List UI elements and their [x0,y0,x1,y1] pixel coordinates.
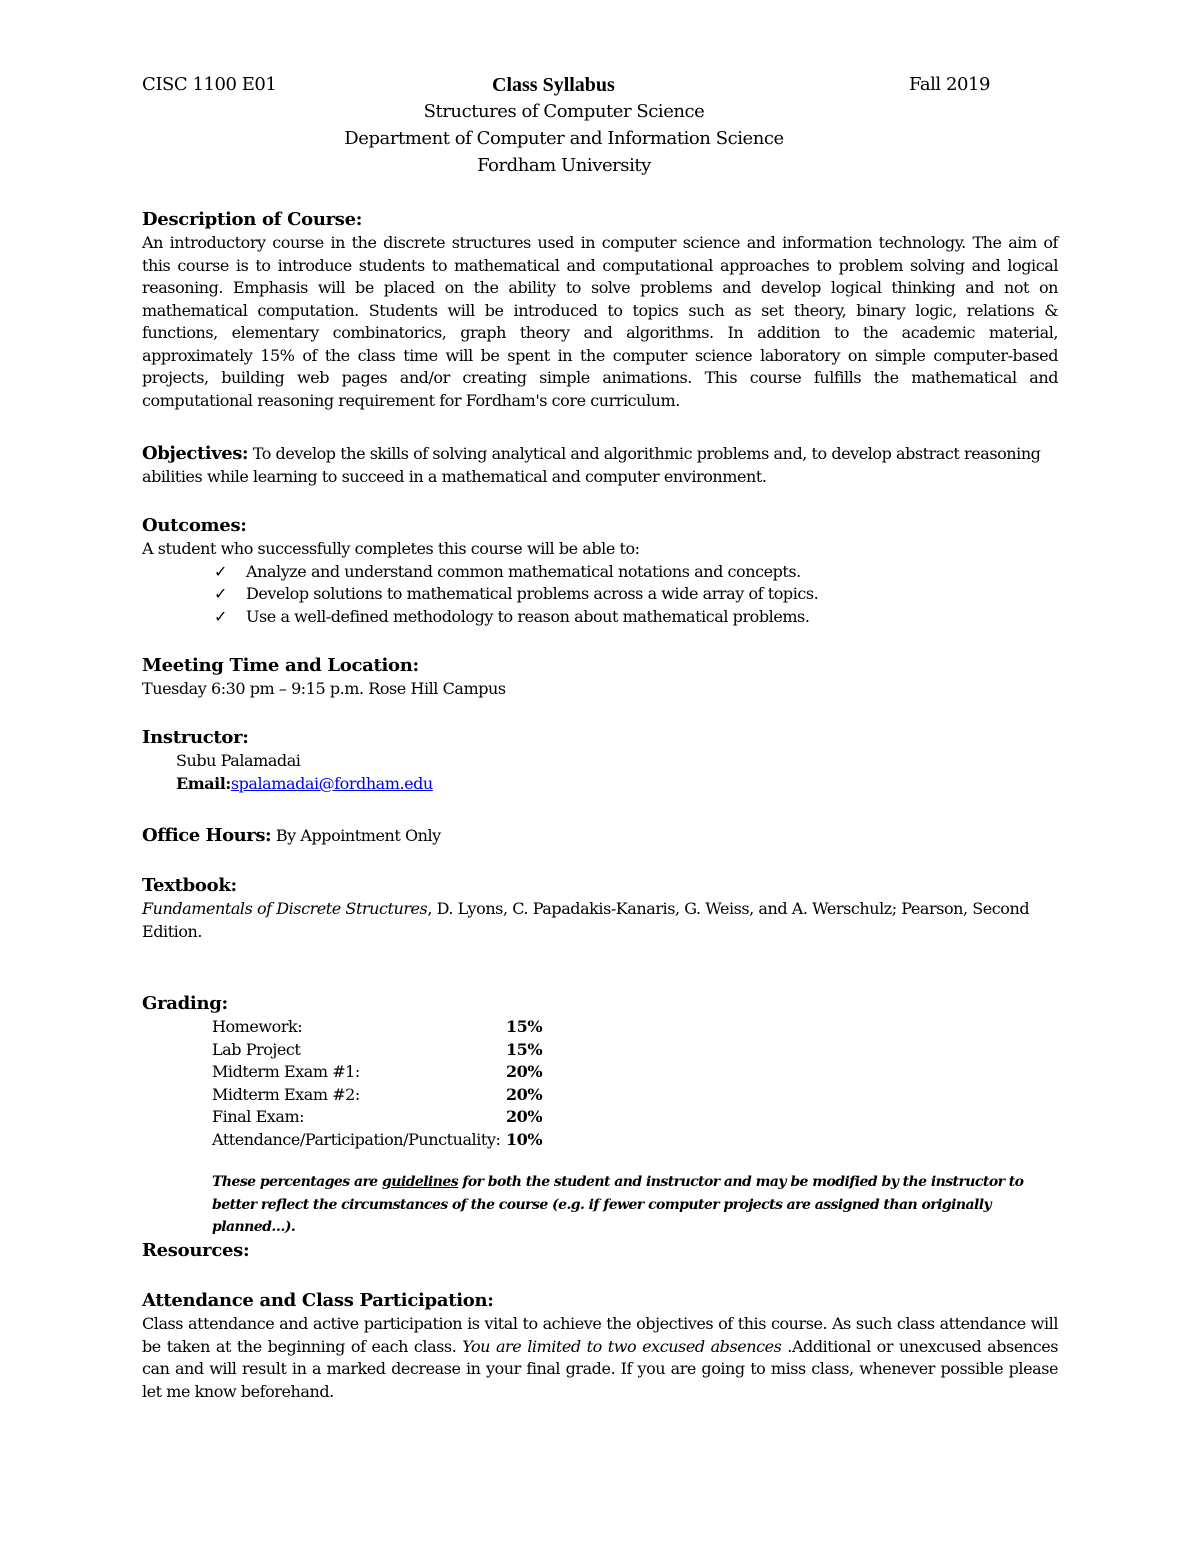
objectives-body: To develop the skills of solving analytical and algorithmic problems and, to develop abstract reasoning abilities while learning to succeed in a mathematical and computer environment. [142,444,1041,486]
office-hours-section [142,825,1058,848]
instructor-email-link[interactable]: spalamadai@fordham.edu [230,773,433,793]
office-hours-body: By Appointment Only [275,826,441,845]
description-heading: Description of Course: [142,209,363,230]
university-name: Fordham University [477,155,651,176]
outcomes-heading: Outcomes: [142,515,247,536]
objectives-section [142,443,1058,488]
attendance-heading: Attendance and Class Participation: [142,1290,494,1311]
resources-section [142,1239,1058,1263]
table-row: Attendance/Participation/Punctuality: 10% [212,1129,543,1149]
textbook-title: Fundamentals of Discrete Structures [142,899,428,918]
outcomes-section [142,514,1058,628]
instructor-heading: Instructor: [142,727,249,748]
outcome-item: ✓ Develop solutions to mathematical problems across a wide array of topics. [142,583,1058,606]
outcome-item: ✓ Use a well-defined methodology to reason about mathematical problems. [142,606,1058,629]
term: Fall 2019 [909,74,990,95]
description-body: An introductory course in the discrete structures used in computer science and information technology. The aim of this course is to introduce students to mathematical and computational approaches to problem solving and logical reasoning. Emphasis will be placed on the ability to solve problems and develop logical thinking and not on mathematical computation. Students will be introduced to topics such as set theory, binary logic, relations & functions, elementary combinatorics, graph theory and algorithms. In addition to the academic material, approximately 15% of the class time will be spent in the computer science laboratory on simple computer-based projects, building web pages and/or creating simple animations. This course fulfills the mathematical and computational reasoning requirement for Fordham's core curriculum. [142,233,1058,410]
course-code: CISC 1100 E01 [142,74,277,95]
office-hours-heading: Office Hours: [142,825,272,846]
textbook-section [142,874,1058,943]
outcomes-intro: A student who successfully completes this course will be able to: [142,539,640,558]
objectives-heading: Objectives: [142,443,249,464]
document-header [142,74,1058,98]
outcome-item: ✓ Analyze and understand common mathematical notations and concepts. [142,561,1058,584]
checkmark-icon: ✓ [214,584,227,603]
document-title: Class Syllabus [492,74,615,96]
table-row: Midterm Exam #2: 20% [212,1084,543,1104]
table-row: Lab Project 15% [212,1039,543,1059]
email-label: Email: [176,773,231,793]
grading-heading: Grading: [142,993,228,1014]
resources-heading: Resources: [142,1240,250,1261]
instructor-section [142,726,1058,795]
table-row: Midterm Exam #1: 20% [212,1062,543,1081]
attendance-section [142,1289,1058,1403]
meeting-section [142,654,1058,701]
table-row: Homework: 15% [212,1017,543,1036]
description-section [142,208,1058,412]
meeting-heading: Meeting Time and Location: [142,655,419,676]
textbook-heading: Textbook: [142,875,237,896]
grading-note: These percentages are guidelines for both the student and instructor and may be modified by the instructor to better reflect the circumstances of the course (e.g. if fewer computer projects are assigned than originally planned…). [212,1174,1024,1235]
grading-section [142,992,1058,1239]
checkmark-icon: ✓ [214,606,227,626]
department-name: Department of Computer and Information Science [344,128,784,149]
checkmark-icon: ✓ [214,561,227,581]
grading-table [212,1016,542,1151]
table-row: Final Exam: 20% [212,1107,543,1126]
textbook-details: , D. Lyons, C. Papadakis-Kanaris, G. Weiss, and A. Werschulz; Pearson, Second Edition. [142,899,1030,941]
course-subtitle: Structures of Computer Science [423,101,705,122]
instructor-email-line [142,773,1058,796]
attendance-body: Class attendance and active participation is vital to achieve the objectives of this course. As such class attendance will be taken at the beginning of each class. You are limited to two excused absences .Additional or unexcused absences can and will result in a marked decrease in your final grade. If you are going to miss class, whenever possible please let me know beforehand. [142,1314,1058,1401]
meeting-body: Tuesday 6:30 pm – 9:15 p.m. Rose Hill Campus [142,679,506,698]
instructor-name: Subu Palamadai [176,751,301,770]
